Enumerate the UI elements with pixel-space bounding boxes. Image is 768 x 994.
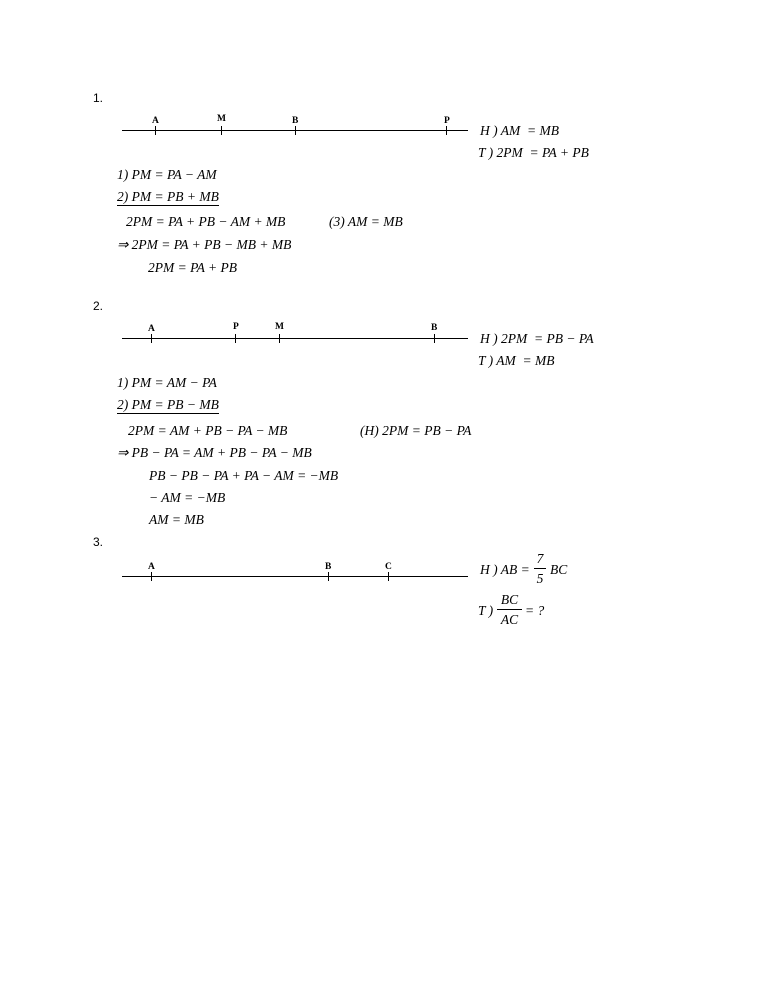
- problem-2-step-4: ⇒ PB − PA = AM + PB − PA − MB: [117, 445, 312, 460]
- problem-2-step-3: 2PM = AM + PB − PA − MB: [128, 423, 288, 438]
- problem-3-thesis-suffix: = ?: [525, 603, 545, 618]
- tick-p: [235, 334, 236, 343]
- tick-a: [151, 334, 152, 343]
- point-label-m: M: [217, 114, 226, 124]
- problem-1-step-1: 1) PM = PA − AM: [117, 167, 217, 182]
- point-label-a: A: [152, 116, 159, 126]
- problem-2-step-1: 1) PM = AM − PA: [117, 375, 217, 390]
- problem-3-hypothesis-prefix: H ) AB =: [480, 562, 530, 577]
- problem-2-thesis: T ) AM = MB: [478, 353, 555, 368]
- tick-m: [221, 126, 222, 135]
- problem-3-hypothesis-fraction: [534, 552, 546, 585]
- point-label-b: B: [325, 562, 332, 572]
- fraction-numerator: 7: [534, 552, 546, 569]
- tick-b: [295, 126, 296, 135]
- tick-b: [434, 334, 435, 343]
- segment-line: [122, 576, 468, 577]
- tick-b: [328, 572, 329, 581]
- fraction-denominator: AC: [500, 611, 519, 627]
- problem-1-hypothesis: H ) AM = MB: [480, 123, 559, 138]
- point-label-p: P: [233, 322, 239, 332]
- problem-2-step-5: PB − PB − PA + PA − AM = −MB: [149, 468, 339, 483]
- segment-line: [122, 338, 468, 339]
- problem-1-number: 1.: [93, 91, 104, 105]
- problem-2-given-h: (H) 2PM = PB − PA: [360, 423, 472, 438]
- point-label-p: P: [444, 116, 450, 126]
- problem-3-thesis-prefix: T ): [478, 603, 494, 618]
- point-label-b: B: [292, 116, 299, 126]
- problem-3-hypothesis-suffix: BC: [550, 562, 568, 577]
- problem-1-thesis: T ) 2PM = PA + PB: [478, 145, 589, 160]
- problem-2-step-6: − AM = −MB: [149, 490, 226, 505]
- tick-a: [151, 572, 152, 581]
- problem-1-step-4: ⇒ 2PM = PA + PB − MB + MB: [117, 237, 292, 252]
- point-label-b: B: [431, 323, 438, 333]
- problem-1-step-3: 2PM = PA + PB − AM + MB: [126, 214, 286, 229]
- point-label-a: A: [148, 324, 155, 334]
- fraction-numerator: BC: [497, 593, 522, 610]
- problem-1-step-2: 2) PM = PB + MB: [117, 189, 219, 204]
- problem-2-number: 2.: [93, 299, 104, 313]
- problem-3-thesis-fraction: [497, 593, 522, 626]
- point-label-m: M: [275, 322, 284, 332]
- tick-c: [388, 572, 389, 581]
- tick-a: [155, 126, 156, 135]
- problem-3-number: 3.: [93, 535, 104, 549]
- fraction-denominator: 5: [536, 570, 544, 586]
- point-label-a: A: [148, 562, 155, 572]
- tick-m: [279, 334, 280, 343]
- tick-p: [446, 126, 447, 135]
- problem-2-step-7: AM = MB: [149, 512, 204, 527]
- problem-1-step-5: 2PM = PA + PB: [148, 260, 237, 275]
- problem-2-step-2: 2) PM = PB − MB: [117, 397, 219, 412]
- problem-1-given-3: (3) AM = MB: [329, 214, 403, 229]
- problem-2-hypothesis: H ) 2PM = PB − PA: [480, 331, 594, 346]
- point-label-c: C: [385, 562, 392, 572]
